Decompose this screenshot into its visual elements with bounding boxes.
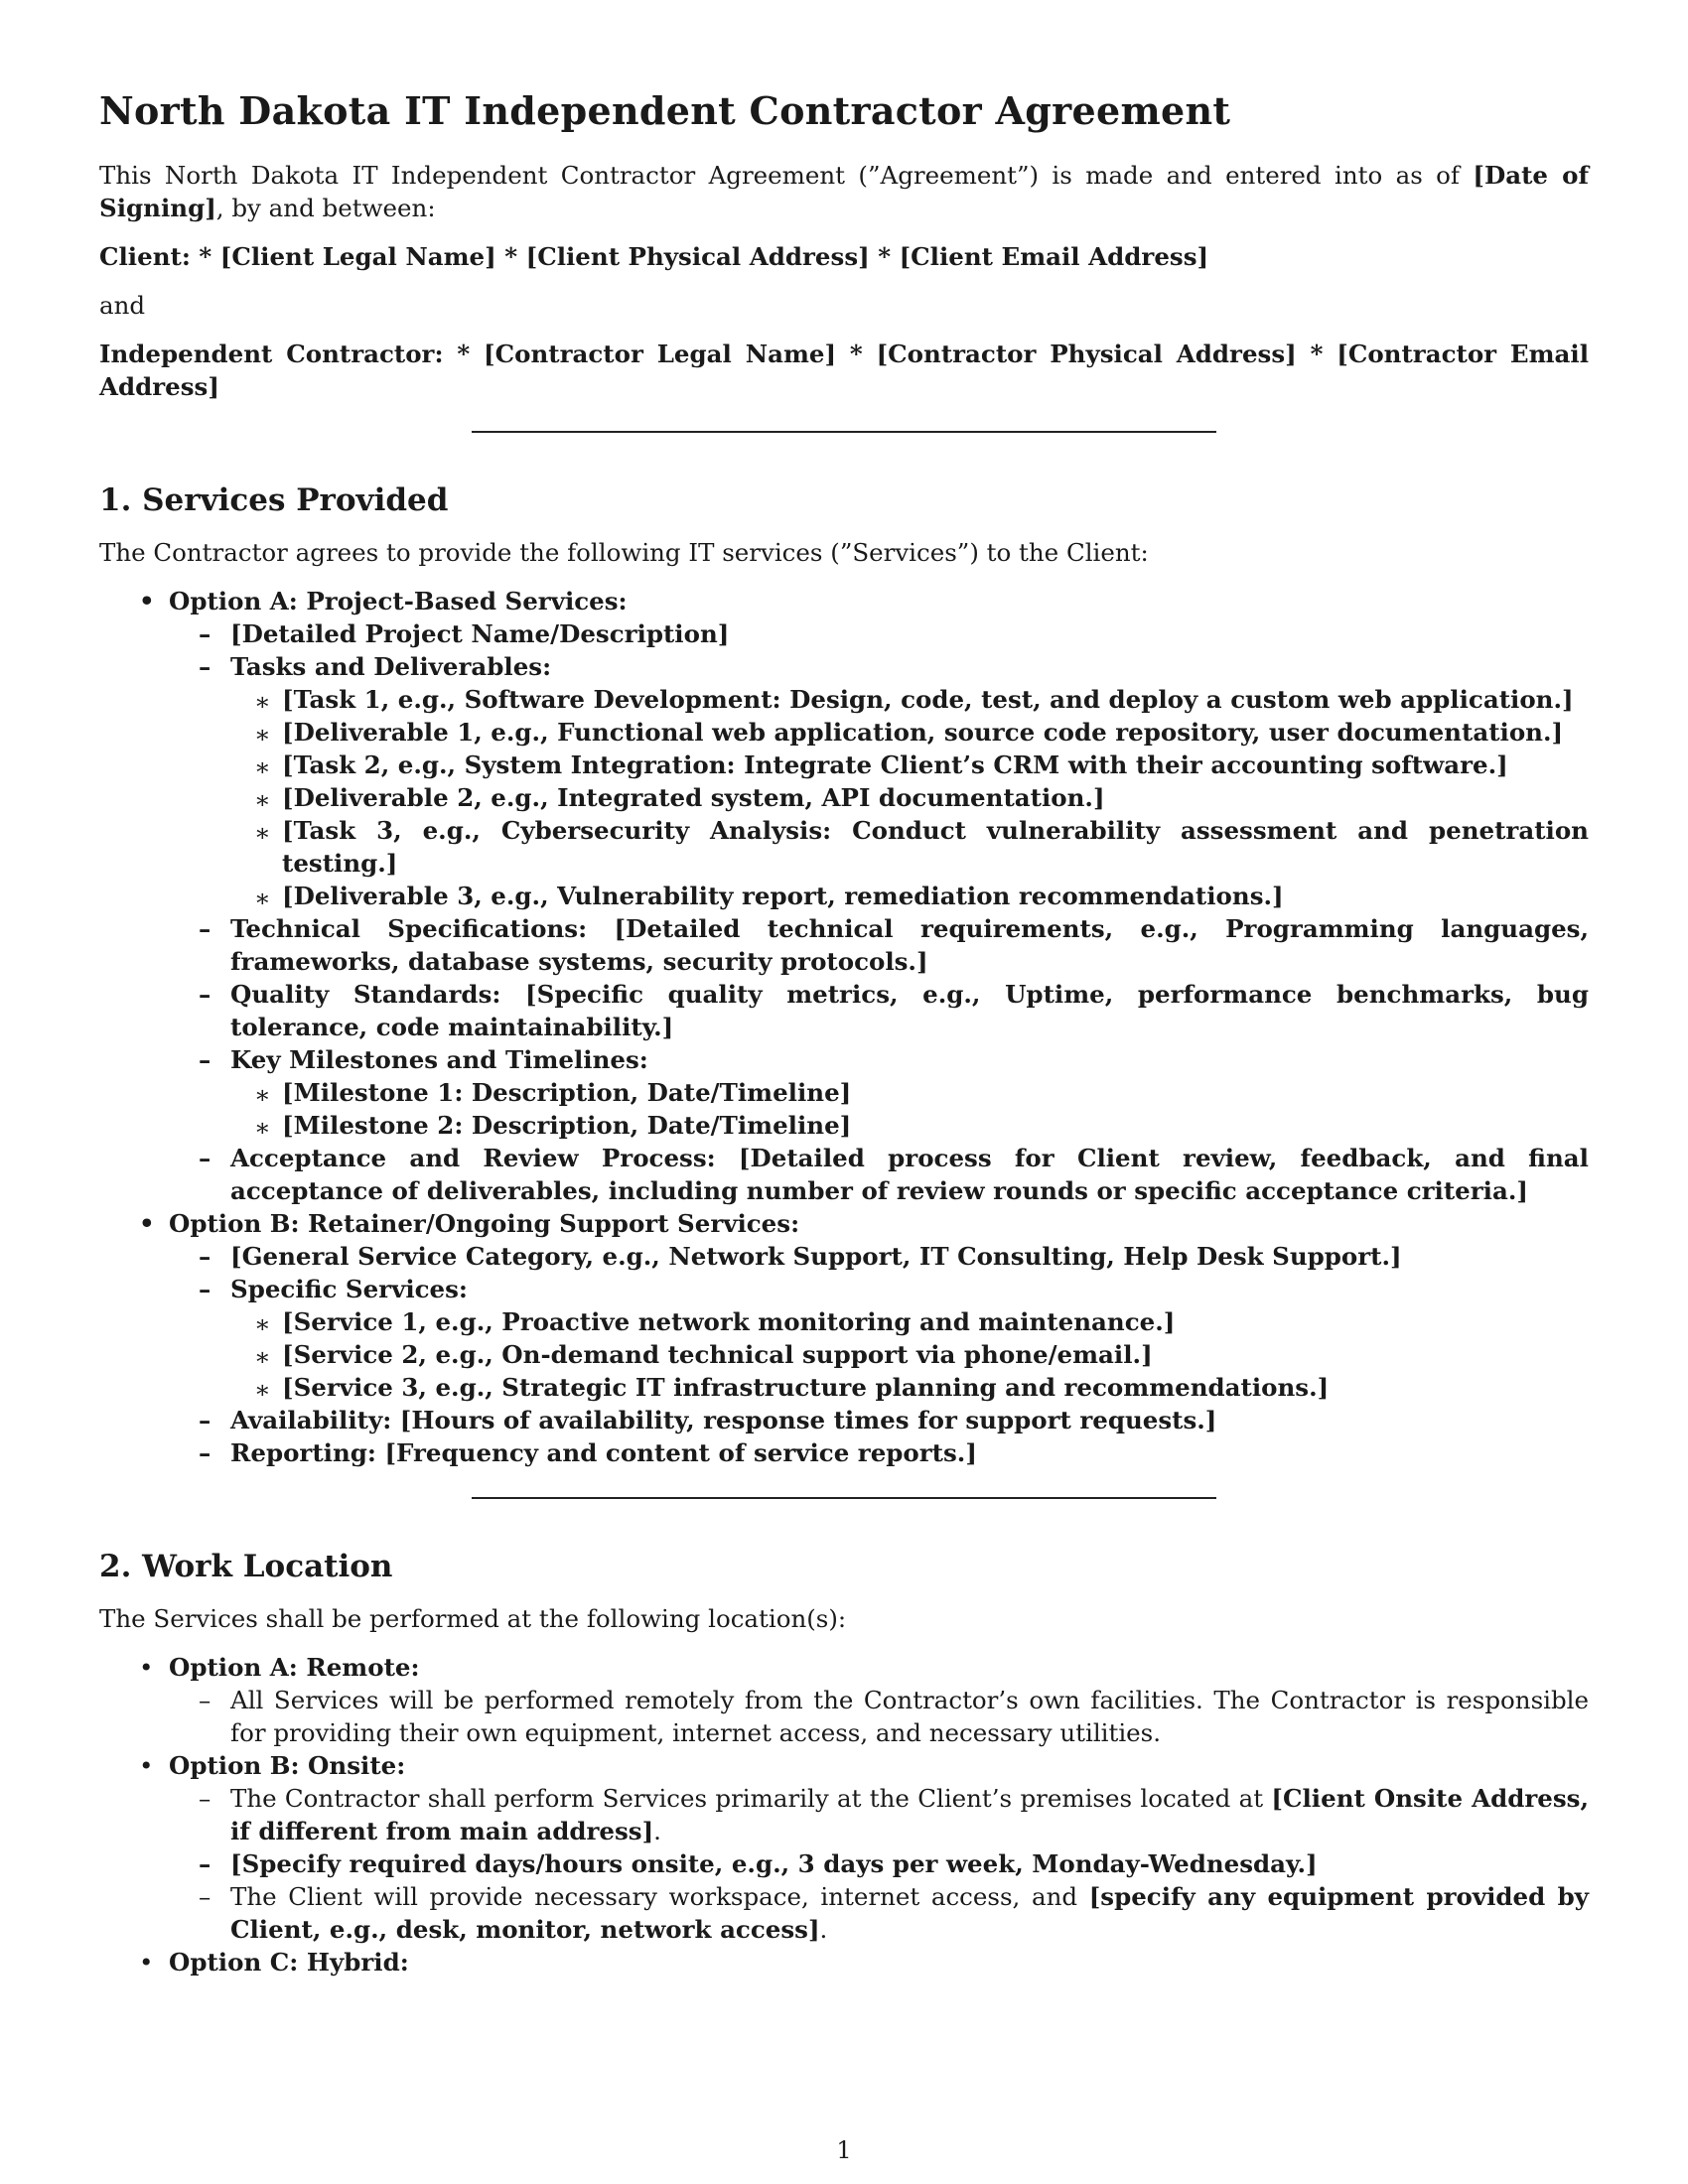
intro-text: This North Dakota IT Independent Contractor Agreement (”Agreement”) is made and entered into as of <box>99 161 1474 190</box>
onsite-text: The Contractor shall perform Services primarily at the Client’s premises located at <box>230 1784 1272 1813</box>
list-item <box>169 617 1589 650</box>
contractor-label: Independent Contractor: <box>99 340 444 368</box>
list-item <box>169 978 1589 1043</box>
client-block <box>99 240 1589 273</box>
dash-marker: – <box>199 980 211 1009</box>
star-marker: ∗ <box>254 884 271 912</box>
list-item <box>230 716 1589 749</box>
quality-standards: Quality Standards: [Specific quality metrics, e.g., Uptime, performance benchmarks, bug tolerance, code maintainability.] <box>230 980 1589 1041</box>
star-marker: ∗ <box>254 1113 271 1142</box>
tasks-list <box>230 683 1589 912</box>
option-b-onsite-label: Option B: Onsite: <box>169 1751 406 1780</box>
list-item <box>230 880 1589 912</box>
equipment-placeholder: [specify any equipment provided by Client, e.g., desk, monitor, network access] <box>230 1882 1589 1944</box>
onsite-text-end: . <box>653 1817 661 1845</box>
list-item <box>230 683 1589 716</box>
bullet-marker: • <box>139 1751 154 1780</box>
list-item <box>99 1749 1589 1946</box>
section-2-intro: The Services shall be performed at the following location(s): <box>99 1604 847 1633</box>
option-a-remote-label: Option A: Remote: <box>169 1653 420 1682</box>
document-content <box>99 87 1589 1994</box>
contractor-details: * [Contractor Legal Name] * [Contractor Physical Address] * [Contractor Email Address] <box>99 340 1590 401</box>
intro-paragraph <box>99 159 1589 224</box>
section-divider <box>472 431 1216 433</box>
star-marker: ∗ <box>254 752 271 781</box>
acceptance-process: Acceptance and Review Process: [Detailed process for Client review, feedback, and final acceptance of deliverables, including number of review rounds or specific acceptance criteria.] <box>230 1144 1589 1205</box>
milestones-label: Key Milestones and Timelines: <box>230 1045 648 1074</box>
client-label: Client: <box>99 242 191 271</box>
dash-marker: – <box>199 619 211 648</box>
dash-marker: – <box>199 1045 211 1074</box>
page-number: 1 <box>836 2136 852 2164</box>
list-item <box>169 1043 1589 1142</box>
option-a-list <box>169 617 1589 1207</box>
reporting: Reporting: [Frequency and content of service reports.] <box>230 1438 977 1467</box>
availability: Availability: [Hours of availability, response times for support requests.] <box>230 1406 1217 1434</box>
service-item: [Service 3, e.g., Strategic IT infrastructure planning and recommendations.] <box>282 1373 1330 1402</box>
list-item <box>169 1404 1589 1436</box>
project-description: [Detailed Project Name/Description] <box>230 619 730 648</box>
milestone-item: [Milestone 2: Description, Date/Timeline] <box>282 1111 852 1140</box>
task-item: [Task 2, e.g., System Integration: Integrate Client’s CRM with their accounting software.] <box>282 751 1508 779</box>
star-marker: ∗ <box>254 818 271 847</box>
star-marker: ∗ <box>254 720 271 749</box>
list-item <box>230 749 1589 781</box>
onsite-days-placeholder: [Specify required days/hours onsite, e.g., 3 days per week, Monday-Wednesday.] <box>230 1849 1318 1878</box>
milestones-list <box>230 1076 1589 1142</box>
list-item <box>169 650 1589 912</box>
list-item <box>230 1338 1589 1371</box>
star-marker: ∗ <box>254 785 271 814</box>
task-item: [Task 3, e.g., Cybersecurity Analysis: Conduct vulnerability assessment and penetration testing.] <box>282 816 1589 878</box>
section-2-heading: 2. Work Location <box>99 1549 393 1584</box>
section-1-intro: The Contractor agrees to provide the following IT services (”Services”) to the Client: <box>99 538 1149 567</box>
list-item <box>169 1142 1589 1207</box>
client-details: * [Client Legal Name] * [Client Physical Address] * [Client Email Address] <box>190 242 1209 271</box>
list-item <box>230 814 1589 880</box>
task-item: [Task 1, e.g., Software Development: Design, code, test, and deploy a custom web application.] <box>282 685 1574 714</box>
location-options-list <box>99 1651 1589 1979</box>
list-item <box>169 1847 1589 1880</box>
contractor-block <box>99 338 1589 403</box>
document-title: North Dakota IT Independent Contractor Agreement <box>99 88 1231 133</box>
dash-marker: – <box>199 1144 211 1172</box>
section-divider <box>472 1497 1216 1499</box>
remote-text: All Services will be performed remotely from the Contractor’s own facilities. The Contractor is responsible for providing their own equipment, internet access, and necessary utilities. <box>230 1686 1589 1747</box>
list-item <box>230 1109 1589 1142</box>
services-options-list <box>99 585 1589 1469</box>
tasks-label: Tasks and Deliverables: <box>230 652 552 681</box>
section-1-heading: 1. Services Provided <box>99 482 449 518</box>
bullet-marker: • <box>139 1653 154 1682</box>
remote-list <box>169 1684 1589 1749</box>
list-item <box>169 1782 1589 1847</box>
star-marker: ∗ <box>254 1342 271 1371</box>
list-item <box>99 1207 1589 1469</box>
star-marker: ∗ <box>254 1309 271 1338</box>
service-item: [Service 2, e.g., On-demand technical support via phone/email.] <box>282 1340 1153 1369</box>
dash-marker: – <box>199 1406 211 1434</box>
milestone-item: [Milestone 1: Description, Date/Timeline] <box>282 1078 852 1107</box>
services-list <box>230 1305 1589 1404</box>
bullet-marker: • <box>139 1209 155 1238</box>
dash-marker: – <box>199 1784 211 1813</box>
option-b-list <box>169 1240 1589 1469</box>
option-b-label: Option B: Retainer/Ongoing Support Services: <box>169 1209 800 1238</box>
task-item: [Deliverable 3, e.g., Vulnerability report, remediation recommendations.] <box>282 882 1284 910</box>
list-item <box>169 1436 1589 1469</box>
dash-marker: – <box>199 1882 211 1911</box>
and-text: and <box>99 291 146 320</box>
list-item <box>99 585 1589 1207</box>
intro-text-after: , by and between: <box>215 194 436 222</box>
list-item <box>230 1076 1589 1109</box>
dash-marker: – <box>199 1438 211 1467</box>
service-category: [General Service Category, e.g., Network Support, IT Consulting, Help Desk Support.] <box>230 1242 1402 1271</box>
specific-services-label: Specific Services: <box>230 1275 468 1303</box>
list-item <box>169 1684 1589 1749</box>
list-item <box>169 1273 1589 1404</box>
dash-marker: – <box>199 914 211 943</box>
list-item <box>169 1240 1589 1273</box>
date-placeholder: [Date of Signing] <box>99 161 1590 222</box>
dash-marker: – <box>199 1686 211 1714</box>
list-item <box>169 912 1589 978</box>
list-item <box>230 1305 1589 1338</box>
workspace-text: The Client will provide necessary workspace, internet access, and <box>230 1882 1089 1911</box>
task-item: [Deliverable 2, e.g., Integrated system, API documentation.] <box>282 783 1105 812</box>
star-marker: ∗ <box>254 1375 271 1404</box>
list-item <box>99 1651 1589 1749</box>
list-item <box>169 1880 1589 1946</box>
list-item <box>230 781 1589 814</box>
option-a-label: Option A: Project-Based Services: <box>169 587 628 615</box>
task-item: [Deliverable 1, e.g., Functional web application, source code repository, user documentation.] <box>282 718 1564 747</box>
onsite-address-placeholder: [Client Onsite Address, if different from main address] <box>230 1784 1589 1845</box>
bullet-marker: • <box>139 1948 154 1977</box>
service-item: [Service 1, e.g., Proactive network monitoring and maintenance.] <box>282 1307 1176 1336</box>
dash-marker: – <box>199 652 211 681</box>
dash-marker: – <box>199 1849 211 1878</box>
star-marker: ∗ <box>254 687 271 716</box>
bullet-marker: • <box>139 587 155 615</box>
onsite-list <box>169 1782 1589 1946</box>
list-item <box>230 1371 1589 1404</box>
star-marker: ∗ <box>254 1080 271 1109</box>
workspace-text-end: . <box>819 1915 828 1944</box>
technical-specifications: Technical Specifications: [Detailed technical requirements, e.g., Programming languages, frameworks, database systems, security protocols.] <box>230 914 1589 976</box>
dash-marker: – <box>199 1275 211 1303</box>
dash-marker: – <box>199 1242 211 1271</box>
option-c-hybrid-label: Option C: Hybrid: <box>169 1948 409 1977</box>
list-item <box>99 1946 1589 1979</box>
